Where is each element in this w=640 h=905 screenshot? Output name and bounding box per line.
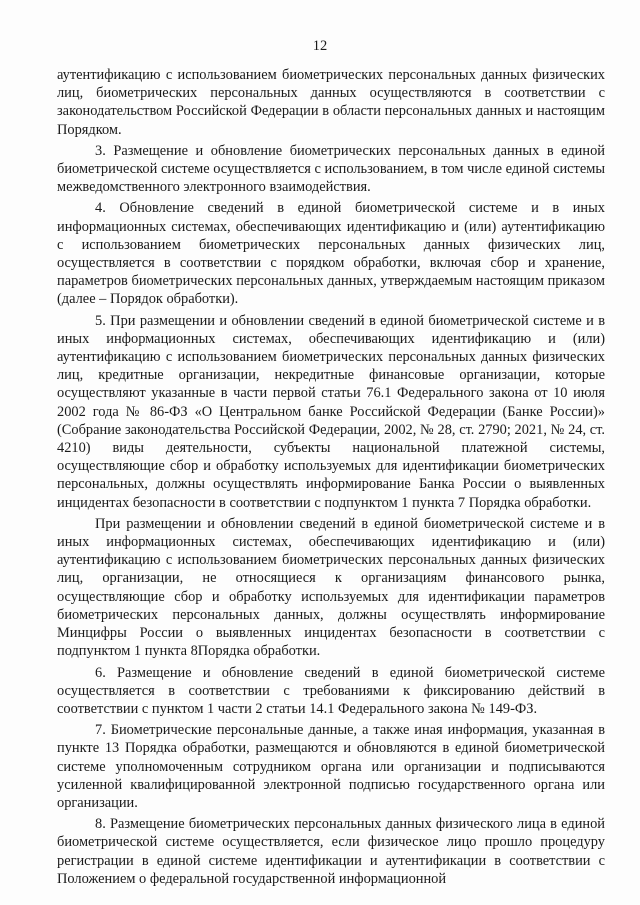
paragraph-4: 4. Обновление сведений в единой биометрической системе и в иных информационных системах, обеспечивающих идентификацию и (или) аутентификацию с использованием биометрических персональных данных физических лиц, осуществляется в соответствии с порядком обработки, включая сбор и хранение, параметров биометрических персональных данных, утверждаемым настоящим приказом (далее – Порядок обработки). <box>57 200 605 308</box>
document-body <box>57 66 605 891</box>
paragraph-5: 5. При размещении и обновлении сведений в единой биометрической системе и в иных информационных системах, обеспечивающих идентификацию и (или) аутентификацию с использованием биометрических персональных данных физических лиц, кредитные организации, некредитные финансовые организации, которые осуществляют указанные в части первой статьи 76.1 Федерального закона от 10 июля 2002 года № 86-ФЗ «О Центральном банке Российской Федерации (Банке России)» (Собрание законодательства Российской Федерации, 2002, № 28, ст. 2790; 2021, № 24, ст. 4210) виды деятельности, субъекты национальной платежной системы, осуществляющие сбор и обработку используемых для идентификации биометрических персональных, должны осуществлять информирование Банка России о выявленных инцидентах безопасности в соответствии с подпунктом 1 пункта 7 Порядка обработки. <box>57 312 605 511</box>
paragraph-8: 8. Размещение биометрических персональных данных физического лица в единой биометрической системе осуществляется, если физическое лицо прошло процедуру регистрации в единой системе идентификации и аутентификации в соответствии с Положением о федеральной государственной информационной <box>57 816 605 887</box>
paragraph-6: 6. Размещение и обновление сведений в единой биометрической системе осуществляется в соответствии с требованиями к фиксированию действий в соответствии с пунктом 1 части 2 статьи 14.1 Федерального закона № 149-ФЗ. <box>57 664 605 717</box>
paragraph-continuation: аутентификацию с использованием биометрических персональных данных физических лиц, биометрических персональных данных осуществляются в соответствии с законодательством Российской Федерации в области персональных данных и настоящим Порядком. <box>57 67 605 138</box>
page-number: 12 <box>312 38 328 54</box>
paragraph-5-second: При размещении и обновлении сведений в единой биометрической системе и в иных информационных системах, обеспечивающих идентификацию и (или) аутентификацию с использованием биометрических персональных данных физических лиц, организации, не относящиеся к организациям финансового рынка, осуществляющие сбор и обработку используемых для идентификации параметров биометрических персональных данных, должны осуществлять информирование Минцифры России о выявленных инцидентах безопасности в соответствии с подпунктом 1 пункта 8Порядка обработки. <box>57 515 605 660</box>
paragraph-7: 7. Биометрические персональные данные, а также иная информация, указанная в пункте 13 Порядка обработки, размещаются и обновляются в единой биометрической системе уполномоченным сотрудником органа или организации и подписываются усиленной квалифицированной электронной подписью государственного органа или организации. <box>57 722 605 811</box>
paragraph-3: 3. Размещение и обновление биометрических персональных данных в единой биометрической системе осуществляется с использованием, в том числе единой системы межведомственного электронного взаимодействия. <box>57 142 605 196</box>
